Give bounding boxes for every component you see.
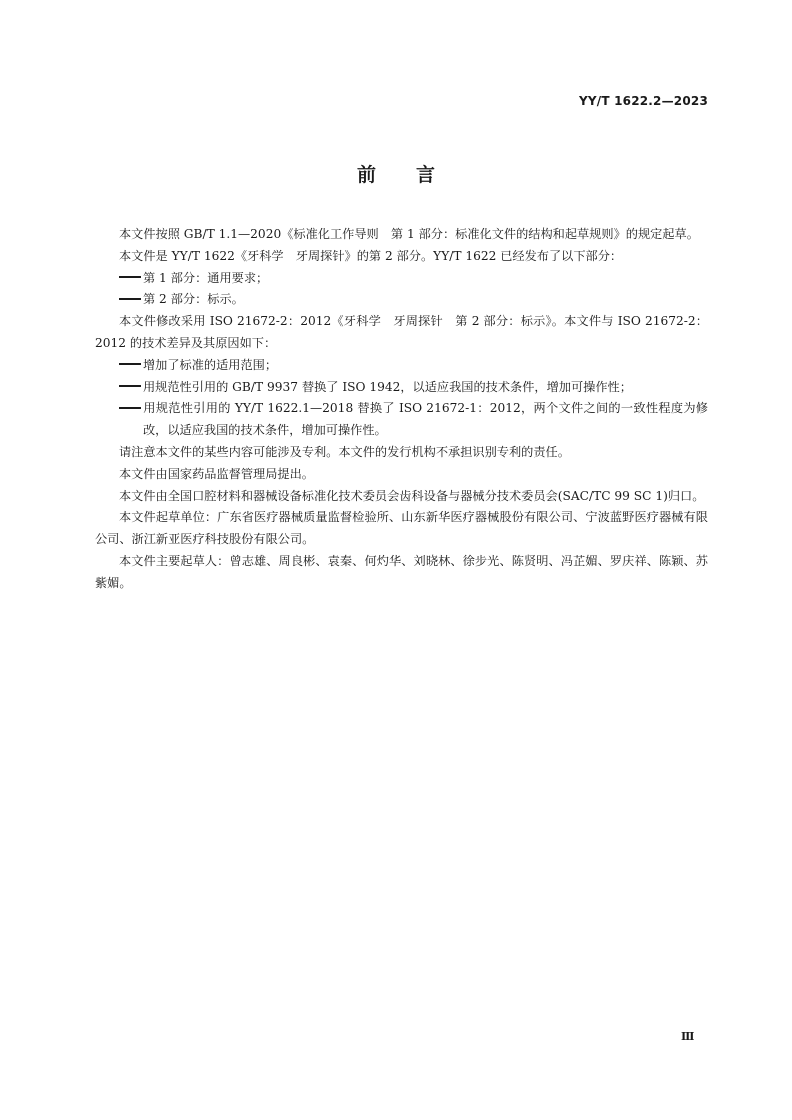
list-item-text: 用规范性引用的 YY/T 1622.1—2018 替换了 ISO 21672-1：2012，两个文件之间的一致性程度为修改，以适应我国的技术条件，增加可操作性。 [143, 401, 708, 438]
list-item-difference-yyt1622 [95, 398, 708, 442]
paragraph-drafters: 本文件主要起草人：曾志雄、周良彬、袁秦、何灼华、刘晓林、徐步光、陈贤明、冯芷媚、罗庆祥、陈颖、苏紫媚。 [95, 553, 708, 590]
dash-mark [119, 377, 143, 399]
paragraph-drafting-rules: 本文件按照 GB/T 1.1—2020《标准化工作导则 第 1 部分：标准化文件的结构和起草规则》的规定起草。 [119, 227, 699, 241]
list-item-part-1 [95, 268, 708, 290]
dash-mark [119, 355, 143, 377]
list-item-text: 第 1 部分：通用要求； [143, 270, 269, 285]
dash-mark [119, 289, 143, 311]
list-item-text: 用规范性引用的 GB/T 9937 替换了 ISO 1942，以适应我国的技术条件，增加可操作性； [143, 379, 632, 394]
page-title: 前言 [356, 164, 475, 186]
page-number: Ⅲ [681, 1030, 695, 1043]
paragraph-patent-notice: 请注意本文件的某些内容可能涉及专利。本文件的发行机构不承担识别专利的责任。 [119, 444, 570, 459]
list-item-difference-scope [95, 355, 708, 377]
dash-mark [119, 268, 143, 290]
list-item-part-2 [95, 289, 708, 311]
foreword-body [95, 224, 708, 595]
paragraph-iso-adoption: 本文件修改采用 ISO 21672-2：2012《牙科学 牙周探针 第 2 部分：标示》。本文件与 ISO 21672-2：2012 的技术差异及其原因如下： [95, 314, 708, 350]
list-item-text: 增加了标准的适用范围； [143, 357, 278, 372]
paragraph-technical-committee: 本文件由全国口腔材料和器械设备标准化技术委员会齿科设备与器械分技术委员会(SAC/TC 99 SC 1)归口。 [119, 488, 705, 503]
document-code: YY/T 1622.2—2023 [578, 94, 708, 108]
paragraph-series-parts: 本文件是 YY/T 1622《牙科学 牙周探针》的第 2 部分。YY/T 1622 已经发布了以下部分： [119, 248, 623, 263]
list-item-difference-gbt9937 [95, 377, 708, 399]
paragraph-drafting-organizations: 本文件起草单位：广东省医疗器械质量监督检验所、山东新华医疗器械股份有限公司、宁波蓝野医疗器械有限公司、浙江新亚医疗科技股份有限公司。 [95, 510, 708, 547]
dash-mark [119, 398, 143, 420]
list-item-text: 第 2 部分：标示。 [143, 292, 244, 307]
paragraph-proposed-by: 本文件由国家药品监督管理局提出。 [119, 466, 314, 481]
